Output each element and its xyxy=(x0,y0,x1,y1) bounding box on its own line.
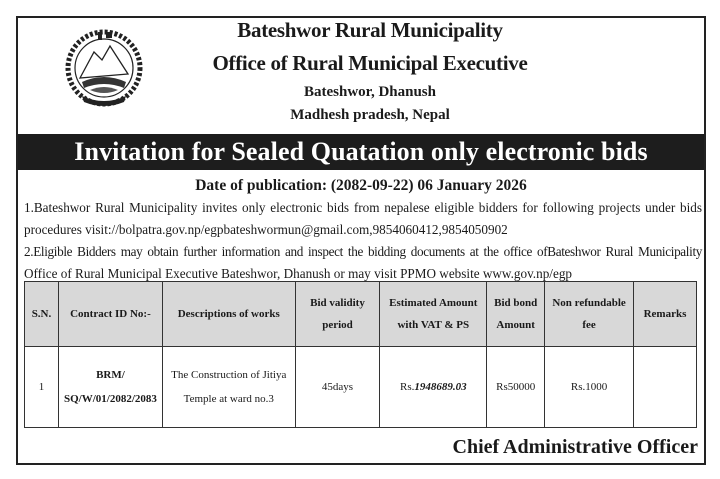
signatory: Chief Administrative Officer xyxy=(452,436,698,458)
header-estimated-amount xyxy=(380,282,487,347)
cell-remarks xyxy=(634,347,697,428)
cell-bid-bond: Rs50000 xyxy=(487,347,545,428)
cell-contract-id xyxy=(58,347,162,428)
header-estimated-line-1: Estimated Amount xyxy=(389,297,478,309)
header-fee-line-2: fee xyxy=(582,319,596,331)
header-description: Descriptions of works xyxy=(162,282,295,347)
header-bid-bond-line-2: Amount xyxy=(496,319,535,331)
address-line-2: Madhesh pradesh, Nepal xyxy=(290,107,450,123)
org-name: Bateshwor Rural Municipality xyxy=(237,18,503,42)
contract-id-line-1: BRM/ xyxy=(96,369,125,381)
paragraph-2 xyxy=(24,241,702,285)
paragraph-1 xyxy=(24,197,702,241)
header-remarks: Remarks xyxy=(634,282,697,347)
estimated-value: 1948689.03 xyxy=(414,381,467,393)
cell-fee: Rs.1000 xyxy=(545,347,634,428)
cell-estimated-amount xyxy=(380,347,487,428)
header-contract-id: Contract ID No:- xyxy=(58,282,162,347)
paragraph-2-line-2: Office of Rural Municipal Executive Bateshwor, Dhanush or may visit PPMO website www.gov.np/egp xyxy=(24,266,573,281)
header-sn: S.N. xyxy=(25,282,59,347)
description-line-2: Temple at ward no.3 xyxy=(183,393,274,405)
office-name: Office of Rural Municipal Executive xyxy=(212,51,528,75)
cell-description xyxy=(162,347,295,428)
header-bid-validity-line-2: period xyxy=(322,319,353,331)
notice-title-banner: Invitation for Sealed Quatation only electronic bids xyxy=(18,134,704,170)
description-line-1: The Construction of Jitiya xyxy=(171,369,287,381)
header-fee-line-1: Non refundable xyxy=(552,297,626,309)
bid-table xyxy=(24,281,697,428)
header-bid-bond xyxy=(487,282,545,347)
cell-bid-validity: 45days xyxy=(295,347,380,428)
header-fee xyxy=(545,282,634,347)
header-bid-validity-line-1: Bid validity xyxy=(310,297,365,309)
estimated-prefix: Rs. xyxy=(399,381,415,393)
table-header-row xyxy=(25,282,697,347)
paragraph-2-line-1: 2.Eligible Bidders may obtain further information and inspect the bidding documents at the office ofBateshwor Rural Municipality xyxy=(24,244,702,259)
header-estimated-line-2: with VAT & PS xyxy=(397,319,470,331)
header-bid-validity xyxy=(295,282,380,347)
contract-id-line-2: SQ/W/01/2082/2083 xyxy=(63,393,157,405)
header-bid-bond-line-1: Bid bond xyxy=(494,297,538,309)
address-line-1: Bateshwor, Dhanush xyxy=(304,84,436,100)
cell-sn: 1 xyxy=(25,347,59,428)
table-row xyxy=(25,347,697,428)
publication-date: Date of publication: (2082-09-22) 06 January 2026 xyxy=(195,177,527,194)
paragraph-1-line-1: 1.Bateshwor Rural Municipality invites only electronic bids from nepalese eligible bidders for following projects under bids xyxy=(24,200,702,215)
paragraph-1-line-2: procedures visit://bolpatra.gov.np/egpbateshwormun@gmail.com,9854060412,9854050902 xyxy=(24,222,508,237)
